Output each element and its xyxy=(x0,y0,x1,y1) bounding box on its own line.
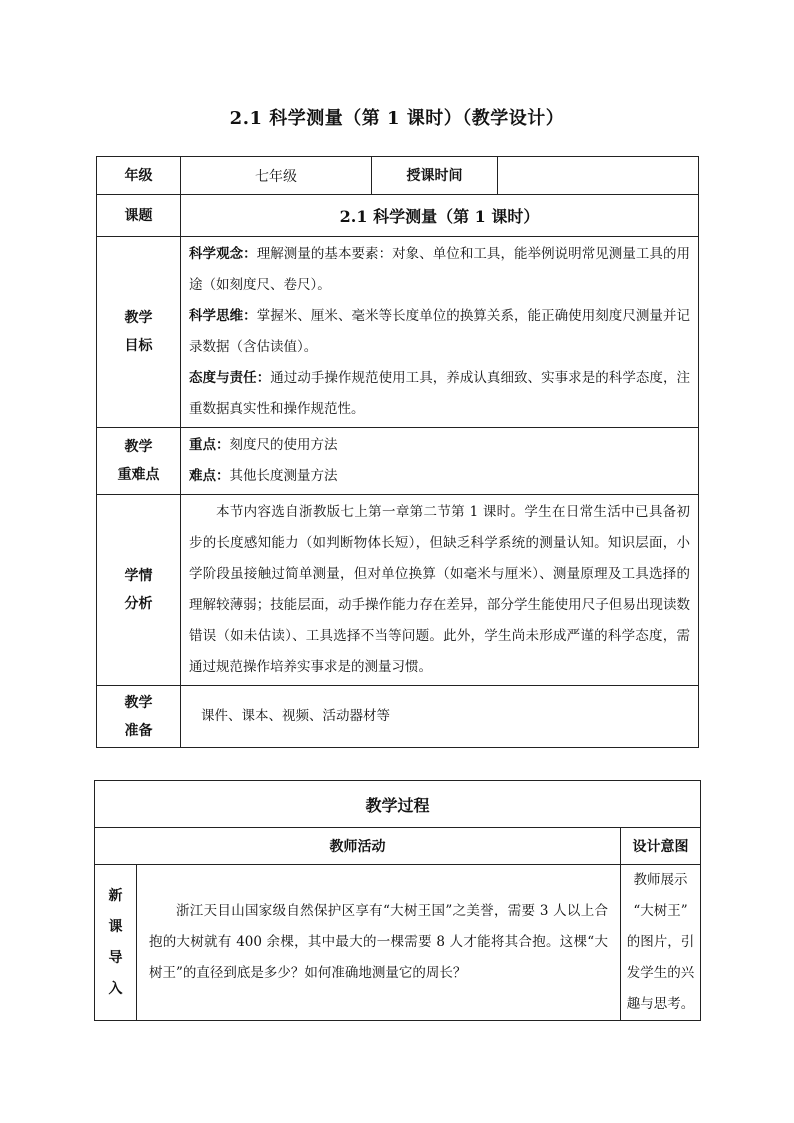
goals-label-line-2: 目标 xyxy=(124,338,153,354)
design-intent-header: 设计意图 xyxy=(621,828,701,865)
stage-char: 课 xyxy=(108,918,123,935)
key-point-text: 刻度尺的使用方法 xyxy=(229,437,338,453)
prep-row xyxy=(97,686,699,748)
analysis-label xyxy=(97,495,181,686)
goal-thinking xyxy=(189,301,690,363)
difficult-point xyxy=(189,461,690,492)
teaching-process-table xyxy=(94,780,701,1021)
goal-concept-text: 理解测量的基本要素：对象、单位和工具，能举例说明常见测量工具的用途（如刻度尺、卷尺）。 xyxy=(189,246,691,293)
difficult-point-text: 其他长度测量方法 xyxy=(229,468,338,484)
intent-line: 教师展示 xyxy=(633,872,688,888)
topic-row xyxy=(97,195,699,237)
key-label-line-2: 重难点 xyxy=(117,467,160,483)
stage-char: 入 xyxy=(108,980,123,997)
grade-value: 七年级 xyxy=(181,157,372,195)
key-point xyxy=(189,430,690,461)
process-title: 教学过程 xyxy=(95,781,701,828)
time-value xyxy=(498,157,699,195)
stage-char: 导 xyxy=(108,949,123,966)
goals-label xyxy=(97,237,181,428)
key-label xyxy=(97,428,181,495)
page-title: 2.1 科学测量（第 1 课时）（教学设计） xyxy=(229,108,565,129)
topic-label: 课题 xyxy=(97,195,181,237)
key-points-row xyxy=(97,428,699,495)
design-intent-text xyxy=(621,865,701,1021)
intent-line: 的图片，引 xyxy=(626,934,695,950)
key-points-content xyxy=(181,428,699,495)
teacher-activity-text: 浙江天目山国家级自然保护区享有“大树王国”之美誉，需要 3 人以上合抱的大树就有 400 余棵，其中最大的一棵需要 8 人才能将其合抱。这棵“大树王”的直径到底是多少？如何准确地测量它的周长？ xyxy=(137,865,621,1021)
topic-value: 2.1 科学测量（第 1 课时） xyxy=(181,195,699,237)
prep-label-line-2: 准备 xyxy=(124,722,153,739)
stage-label xyxy=(95,865,137,1021)
stage-char: 新 xyxy=(108,887,123,904)
process-row xyxy=(95,865,701,1021)
key-label-line-1: 教学 xyxy=(124,439,153,455)
intent-line: 发学生的兴 xyxy=(626,965,695,981)
grade-label: 年级 xyxy=(97,157,181,195)
intent-line: “大树王” xyxy=(633,903,688,919)
goal-thinking-head: 科学思维： xyxy=(189,308,257,324)
analysis-label-line-1: 学情 xyxy=(124,568,153,584)
goals-label-line-1: 教学 xyxy=(124,310,153,326)
goal-attitude xyxy=(189,363,690,425)
key-point-head: 重点： xyxy=(189,437,230,453)
goal-concept xyxy=(189,239,690,301)
goal-thinking-text: 掌握米、厘米、毫米等长度单位的换算关系，能正确使用刻度尺测量并记录数据（含估读值）。 xyxy=(189,308,691,355)
goal-concept-head: 科学观念： xyxy=(189,246,257,262)
prep-label-line-1: 教学 xyxy=(124,694,153,711)
process-title-row xyxy=(95,781,701,828)
analysis-text: 本节内容选自浙教版七上第一章第二节第 1 课时。学生在日常生活中已具备初步的长度感知能力（如判断物体长短），但缺乏科学系统的测量认知。知识层面，小学阶段虽接触过简单测量，但对单位换算（如毫米与厘米）、测量原理及工具选择的理解较薄弱；技能层面，动手操作能力存在差异，部分学生能使用尺子但易出现读数错误（如未估读）、工具选择不当等问题。此外，学生尚未形成严谨的科学态度，需通过规范操作培养实事求是的测量习惯。 xyxy=(181,495,699,686)
grade-row xyxy=(97,157,699,195)
goals-content xyxy=(181,237,699,428)
difficult-point-head: 难点： xyxy=(189,468,230,484)
goal-attitude-head: 态度与责任： xyxy=(189,370,271,386)
analysis-row xyxy=(97,495,699,686)
prep-label xyxy=(97,686,181,748)
prep-text: 课件、课本、视频、活动器材等 xyxy=(181,686,699,748)
teacher-activity-header: 教师活动 xyxy=(95,828,621,865)
analysis-label-line-2: 分析 xyxy=(124,596,153,612)
lesson-info-table xyxy=(96,156,699,748)
goals-row xyxy=(97,237,699,428)
goal-attitude-text: 通过动手操作规范使用工具，养成认真细致、实事求是的科学态度，注重数据真实性和操作规范性。 xyxy=(189,370,690,417)
process-header-row xyxy=(95,828,701,865)
time-label: 授课时间 xyxy=(372,157,498,195)
intent-line: 趣与思考。 xyxy=(626,996,695,1012)
